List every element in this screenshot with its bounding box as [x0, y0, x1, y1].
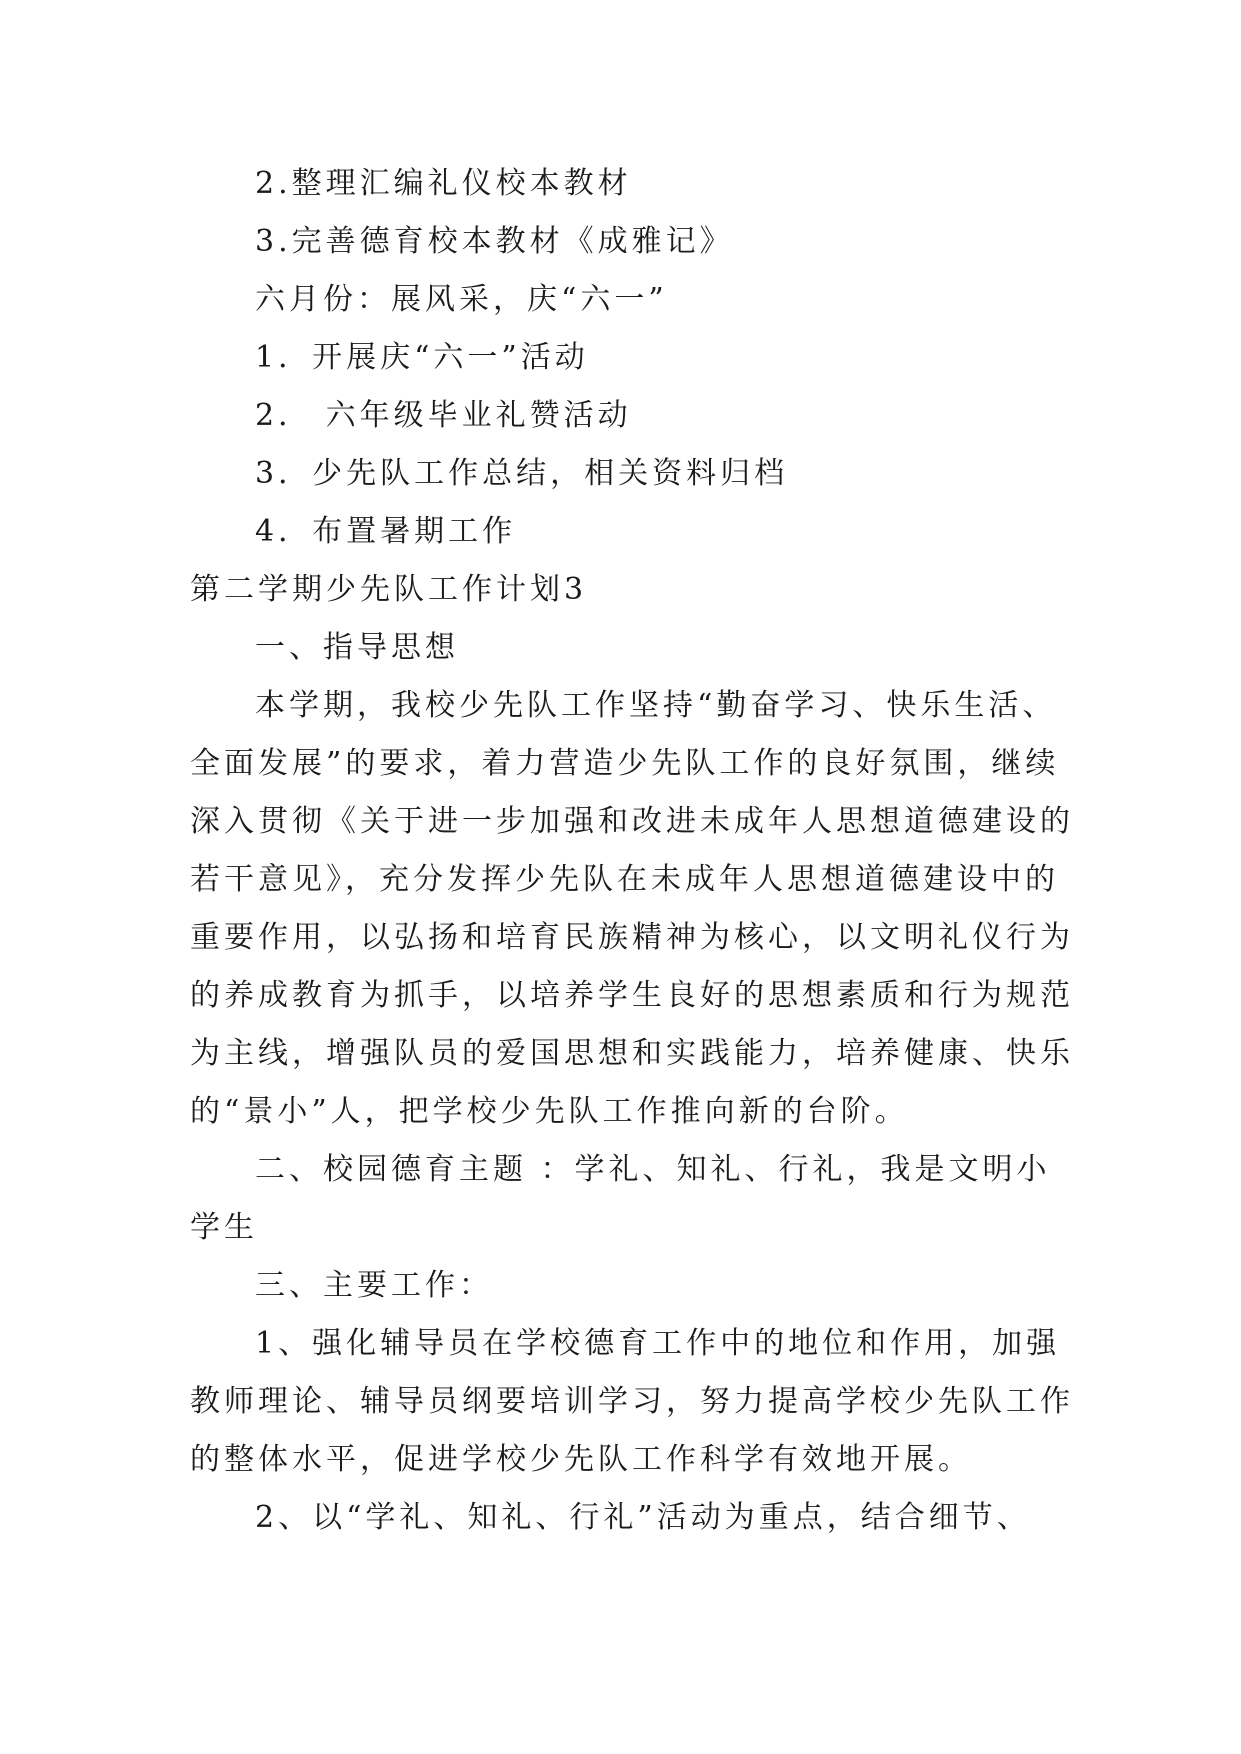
month-heading-june: 六月份：展风采，庆“六一” [255, 282, 668, 317]
heading-moral-theme-cont: 学生 [190, 1210, 258, 1245]
list-item-compile-etiquette-textbook: 2.整理汇编礼仪校本教材 [255, 166, 632, 201]
paragraph-line: 若干意见》，充分发挥少先队在未成年人思想道德建设中的 [190, 862, 1059, 897]
paragraph-line: 重要作用，以弘扬和培育民族精神为核心，以文明礼仪行为 [190, 920, 1074, 955]
paragraph-line: 深入贯彻《关于进一步加强和改进未成年人思想道德建设的 [190, 804, 1074, 839]
paragraph-line: 的“景小”人，把学校少先队工作推向新的台阶。 [190, 1094, 909, 1129]
paragraph-line: 本学期，我校少先队工作坚持“勤奋学习、快乐生活、 [255, 688, 1057, 723]
paragraph-line: 的养成教育为抓手，以培养学生良好的思想素质和行为规范 [190, 978, 1074, 1013]
paragraph-line: 为主线，增强队员的爱国思想和实践能力，培养健康、快乐 [190, 1036, 1074, 1071]
paragraph-line: 教师理论、辅导员纲要培训学习，努力提高学校少先队工作 [190, 1384, 1074, 1419]
heading-main-work: 三、主要工作： [255, 1268, 493, 1303]
list-item-june-3: 3．少先队工作总结，相关资料归档 [255, 456, 789, 491]
paragraph-line: 的整体水平，促进学校少先队工作科学有效地开展。 [190, 1442, 972, 1477]
paragraph-line: 全面发展”的要求，着力营造少先队工作的良好氛围，继续 [190, 746, 1060, 781]
paragraph-line: 1、强化辅导员在学校德育工作中的地位和作用，加强 [255, 1326, 1061, 1361]
paragraph-line: 2、以“学礼、知礼、行礼”活动为重点，结合细节、 [255, 1500, 1031, 1535]
heading-guiding-ideology: 一、指导思想 [255, 630, 459, 665]
list-item-june-4: 4．布置暑期工作 [255, 514, 517, 549]
section-title: 第二学期少先队工作计划3 [190, 572, 588, 607]
list-item-improve-moral-textbook: 3.完善德育校本教材《成雅记》 [255, 224, 734, 259]
list-item-june-1: 1．开展庆“六一”活动 [255, 340, 589, 375]
list-item-june-2: 2． 六年级毕业礼赞活动 [255, 398, 632, 433]
heading-moral-theme: 二、校园德育主题 ：学礼、知礼、行礼，我是文明小 [255, 1152, 1051, 1187]
